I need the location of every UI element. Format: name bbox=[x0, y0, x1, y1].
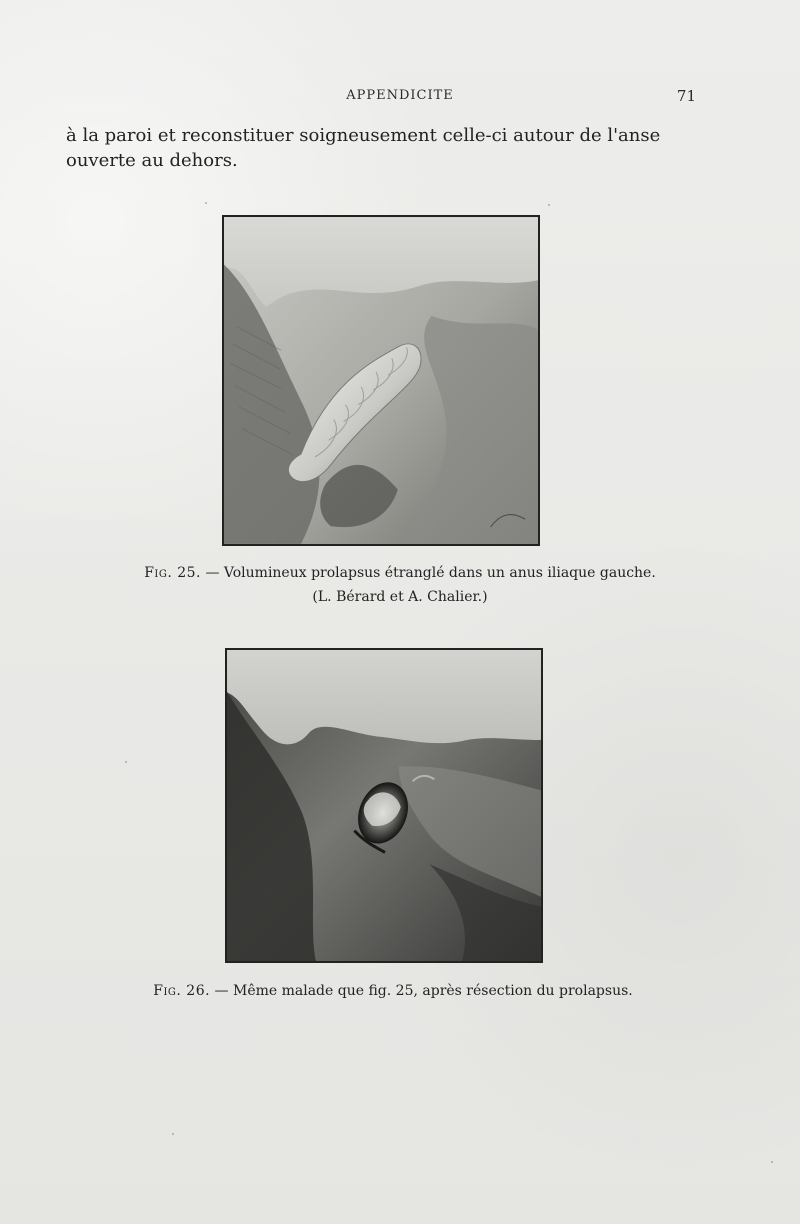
figure-25-caption-text: — Volumineux prolapsus étranglé dans un anus iliaque gauche. bbox=[201, 565, 656, 581]
wound-photograph-icon bbox=[227, 650, 541, 961]
figure-25-label: Fig. 25. bbox=[144, 565, 202, 581]
paper-speck bbox=[172, 1133, 174, 1135]
figure-26-caption bbox=[0, 983, 786, 999]
figure-25-caption-line bbox=[0, 565, 800, 589]
figure-25-credit: (L. Bérard et A. Chalier.) bbox=[312, 589, 488, 605]
figure-26-label: Fig. 26. bbox=[153, 983, 211, 999]
figure-25-illustration bbox=[222, 215, 540, 546]
paper-speck bbox=[771, 1161, 773, 1163]
page-number: 71 bbox=[676, 87, 696, 105]
figure-26-caption-text: — Même malade que fig. 25, après résection du prolapsus. bbox=[210, 983, 633, 999]
prolapsus-drawing-icon bbox=[224, 217, 538, 544]
figure-26-photograph bbox=[225, 648, 543, 963]
paper-speck bbox=[205, 202, 207, 204]
running-head bbox=[0, 88, 800, 108]
figure-25-caption bbox=[0, 565, 800, 613]
body-paragraph: à la paroi et reconstituer soigneusement celle-ci autour de l'anse ouverte au dehors. bbox=[66, 125, 661, 171]
paper-speck bbox=[548, 204, 550, 206]
paper-speck bbox=[125, 761, 127, 763]
page-header-title: APPENDICITE bbox=[346, 88, 454, 103]
